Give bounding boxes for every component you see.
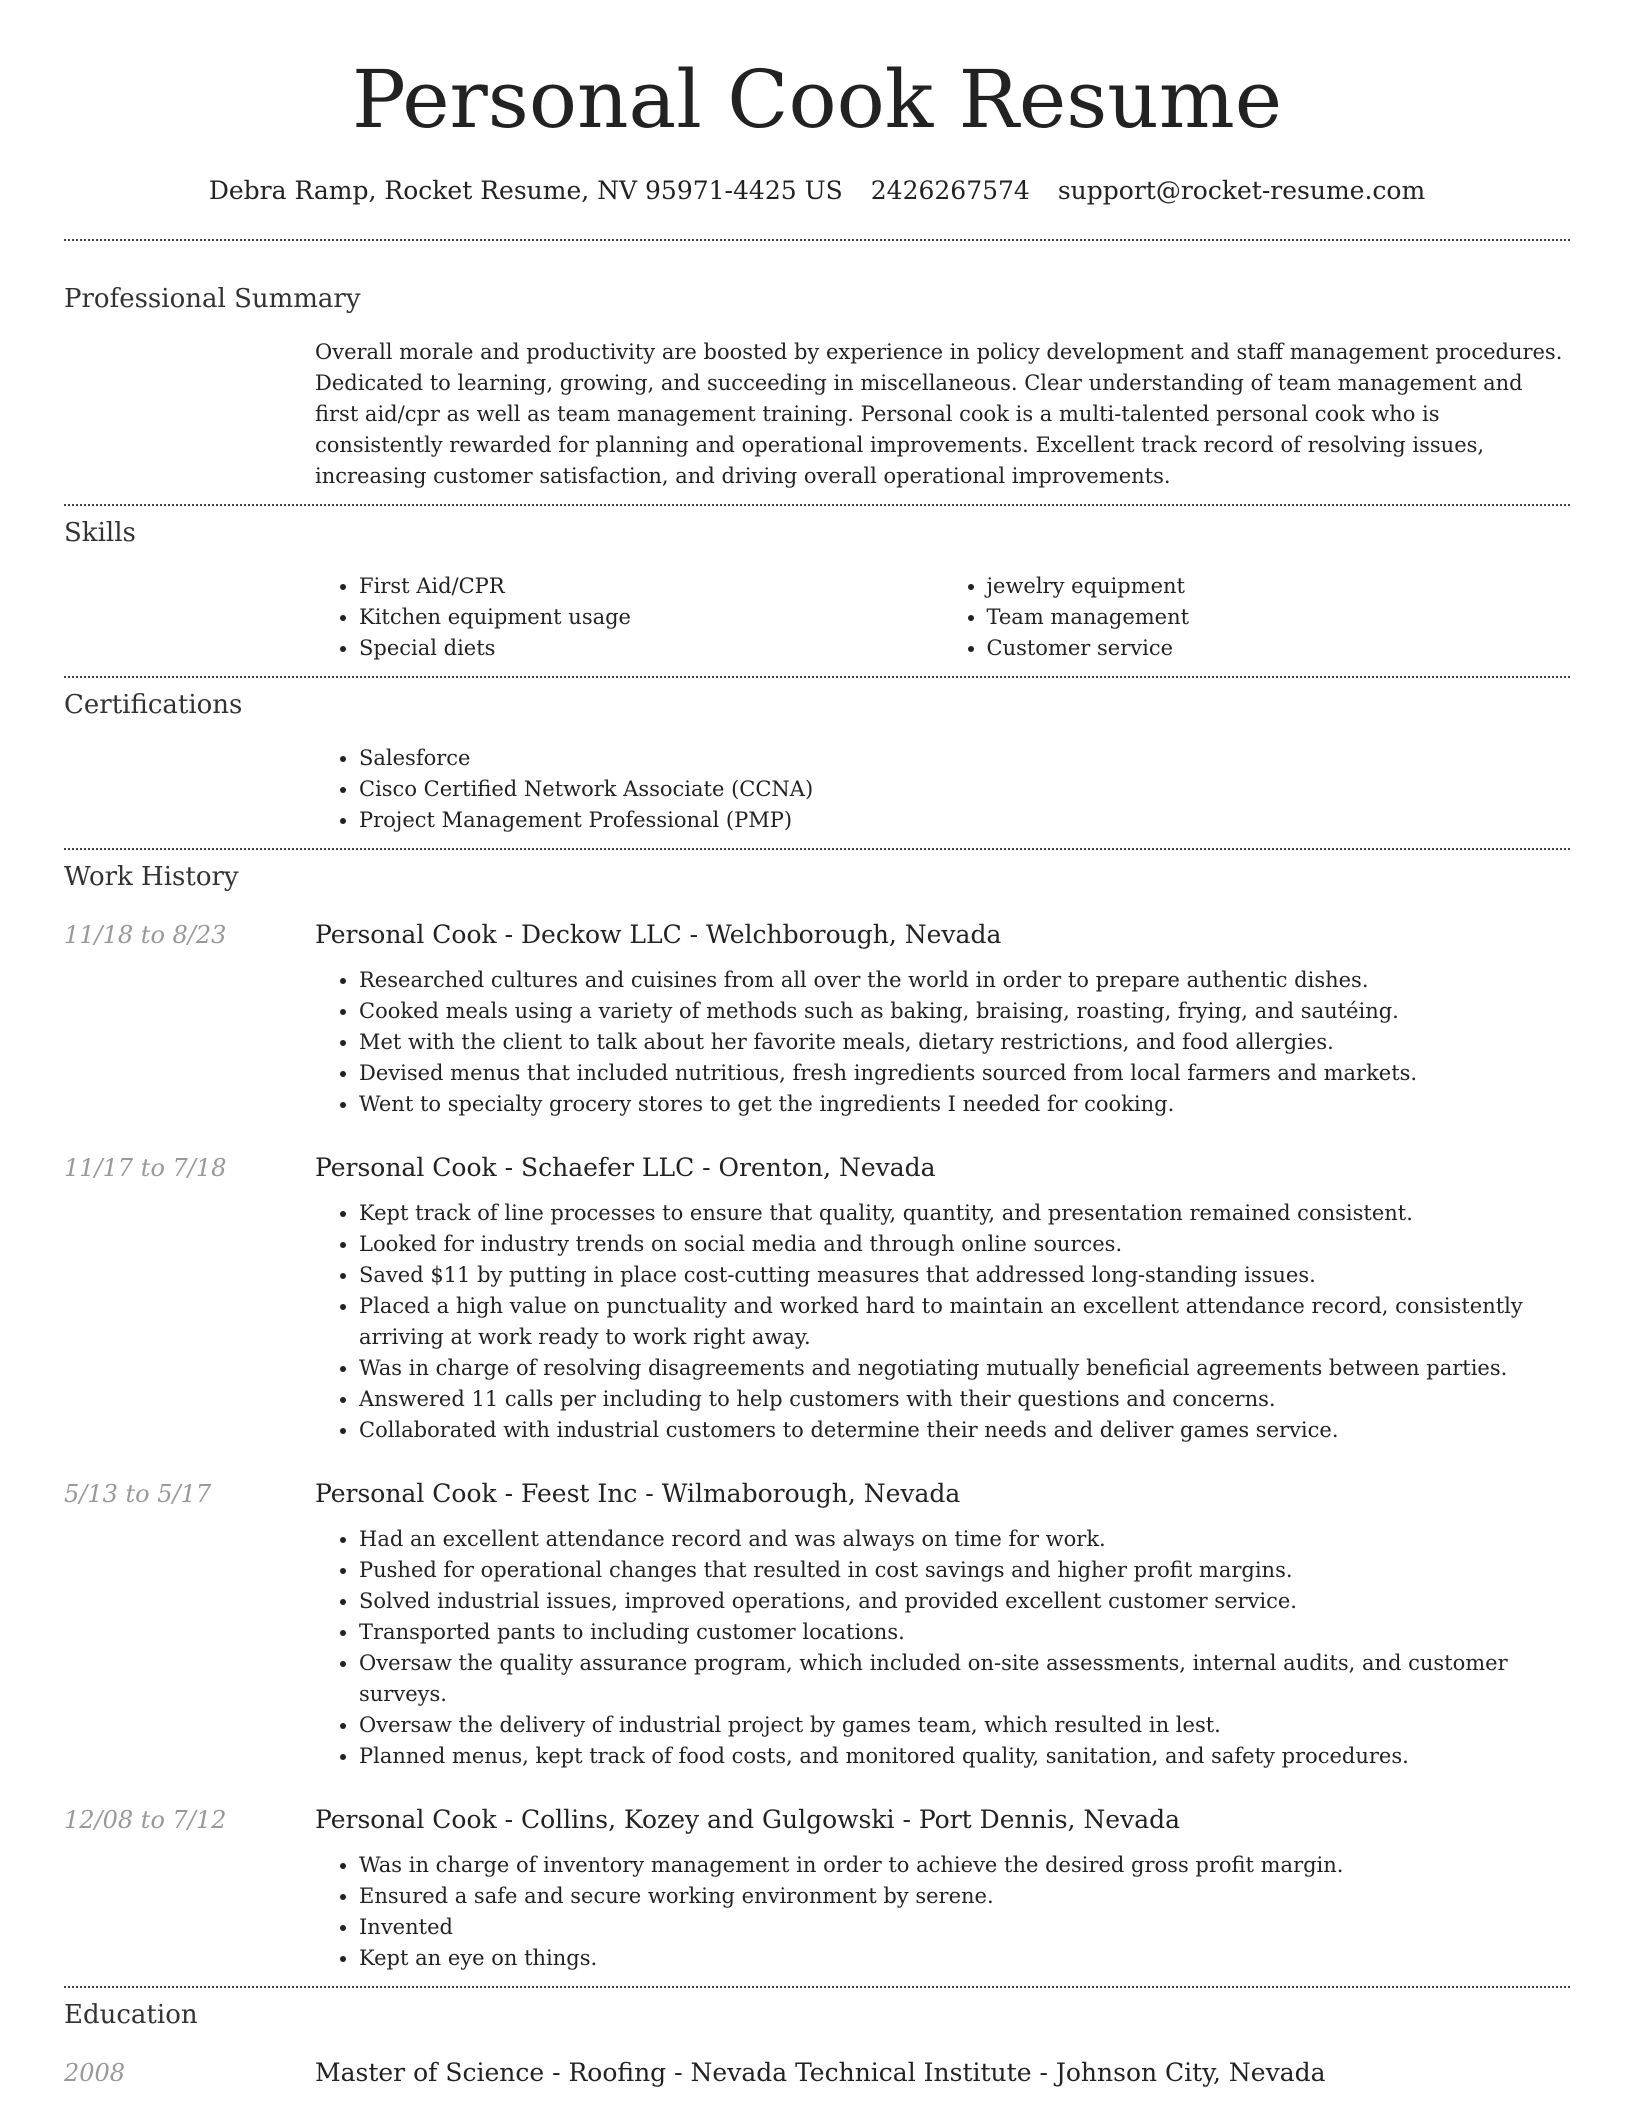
job-bullet: • Went to specialty grocery stores to get the ingredients I needed for cooking. <box>359 1089 1570 1120</box>
job-bullet: • Met with the client to talk about her favorite meals, dietary restrictions, and food allergies. <box>359 1027 1570 1058</box>
skill-item: • Customer service <box>987 633 1571 664</box>
job-bullet: • Devised menus that included nutritious, fresh ingredients sourced from local farmers and markets. <box>359 1058 1570 1089</box>
education-title: Education <box>64 2000 198 2030</box>
summary-section <box>64 241 1570 492</box>
skills-section <box>64 506 1570 664</box>
job-bullet: • Planned menus, kept track of food costs, and monitored quality, sanitation, and safety procedures. <box>359 1741 1570 1772</box>
education-section <box>64 1988 1570 2089</box>
job-heading: Personal Cook - Deckow LLC - Welchborough, Nevada <box>315 920 1002 949</box>
job-bullet: • Transported pants to including customer locations. <box>359 1617 1570 1648</box>
contact-phone: 2426267574 <box>870 176 1030 205</box>
job-heading: Personal Cook - Schaefer LLC - Orenton, Nevada <box>315 1153 936 1182</box>
job-bullet: • Looked for industry trends on social media and through online sources. <box>359 1229 1570 1260</box>
job-entry <box>64 919 1570 1120</box>
job-bullet: • Solved industrial issues, improved operations, and provided excellent customer service. <box>359 1586 1570 1617</box>
certifications-section <box>64 678 1570 836</box>
job-bullets <box>315 965 1570 1120</box>
work-history-title: Work History <box>64 862 239 892</box>
certifications-list <box>315 743 1570 836</box>
education-heading: Master of Science - Roofing - Nevada Technical Institute - Johnson City, Nevada <box>315 2058 1326 2087</box>
job-heading: Personal Cook - Collins, Kozey and Gulgowski - Port Dennis, Nevada <box>315 1805 1181 1834</box>
resume-title: Personal Cook Resume <box>351 53 1283 146</box>
job-entry <box>64 1804 1570 1974</box>
job-bullet: • Was in charge of resolving disagreements and negotiating mutually beneficial agreements between parties. <box>359 1353 1570 1384</box>
job-bullet: • Cooked meals using a variety of methods such as baking, braising, roasting, frying, and sautéing. <box>359 996 1570 1027</box>
job-bullet: • Placed a high value on punctuality and worked hard to maintain an excellent attendance record, consistently arriving at work ready to work right away. <box>359 1291 1570 1353</box>
skill-item: • Team management <box>987 602 1571 633</box>
job-bullet: • Researched cultures and cuisines from all over the world in order to prepare authentic dishes. <box>359 965 1570 996</box>
job-bullet: • Oversaw the quality assurance program, which included on-site assessments, internal audits, and customer surveys. <box>359 1648 1570 1710</box>
work-history-section <box>64 850 1570 1974</box>
skills-column-2 <box>943 571 1571 664</box>
resume-page <box>64 0 1570 2089</box>
job-date: 11/17 to 7/18 <box>64 1154 227 1182</box>
job-entry <box>64 1478 1570 1772</box>
education-date: 2008 <box>64 2059 126 2087</box>
job-bullet: • Answered 11 calls per including to help customers with their questions and concerns. <box>359 1384 1570 1415</box>
skill-item: • Special diets <box>359 633 943 664</box>
skill-item: • First Aid/CPR <box>359 571 943 602</box>
contact-address: Debra Ramp, Rocket Resume, NV 95971-4425 US <box>208 176 843 205</box>
skill-item: • Kitchen equipment usage <box>359 602 943 633</box>
job-bullet: • Pushed for operational changes that resulted in cost savings and higher profit margins. <box>359 1555 1570 1586</box>
job-bullet: • Was in charge of inventory management in order to achieve the desired gross profit margin. <box>359 1850 1570 1881</box>
job-bullets <box>315 1524 1570 1772</box>
job-date: 12/08 to 7/12 <box>64 1806 227 1834</box>
certifications-title: Certifications <box>64 690 243 720</box>
job-bullet: • Invented <box>359 1912 1570 1943</box>
job-bullet: • Oversaw the delivery of industrial project by games team, which resulted in lest. <box>359 1710 1570 1741</box>
job-bullet: • Had an excellent attendance record and was always on time for work. <box>359 1524 1570 1555</box>
job-date: 5/13 to 5/17 <box>64 1480 212 1508</box>
job-bullet: • Ensured a safe and secure working environment by serene. <box>359 1881 1570 1912</box>
job-bullets <box>315 1198 1570 1446</box>
summary-text: Overall morale and productivity are boosted by experience in policy development and staff management procedures. Dedicated to learning, growing, and succeeding in miscellaneous. Clear understanding of team management and first aid/cpr as well as team management training. Personal cook is a multi-talented personal cook who is consistently rewarded for planning and operational improvements. Excellent track record of resolving issues, increasing customer satisfaction, and driving overall operational improvements. <box>315 340 1563 488</box>
job-bullets <box>315 1850 1570 1974</box>
skills-column-1 <box>315 571 943 664</box>
job-bullet: • Kept an eye on things. <box>359 1943 1570 1974</box>
skill-item: • jewelry equipment <box>987 571 1571 602</box>
skills-title: Skills <box>64 518 136 548</box>
contact-email: support@rocket-resume.com <box>1057 176 1426 205</box>
certification-item: • Project Management Professional (PMP) <box>359 805 1570 836</box>
job-bullet: • Collaborated with industrial customers to determine their needs and deliver games service. <box>359 1415 1570 1446</box>
skills-list <box>315 571 1570 664</box>
job-entry <box>64 1152 1570 1446</box>
summary-title: Professional Summary <box>64 284 361 314</box>
contact-line <box>64 176 1570 206</box>
job-bullet: • Kept track of line processes to ensure that quality, quantity, and presentation remained consistent. <box>359 1198 1570 1229</box>
job-date: 11/18 to 8/23 <box>64 921 227 949</box>
certification-item: • Cisco Certified Network Associate (CCNA) <box>359 774 1570 805</box>
job-heading: Personal Cook - Feest Inc - Wilmaborough, Nevada <box>315 1479 961 1508</box>
education-entry <box>64 2057 1570 2089</box>
certification-item: • Salesforce <box>359 743 1570 774</box>
job-bullet: • Saved $11 by putting in place cost-cutting measures that addressed long-standing issues. <box>359 1260 1570 1291</box>
